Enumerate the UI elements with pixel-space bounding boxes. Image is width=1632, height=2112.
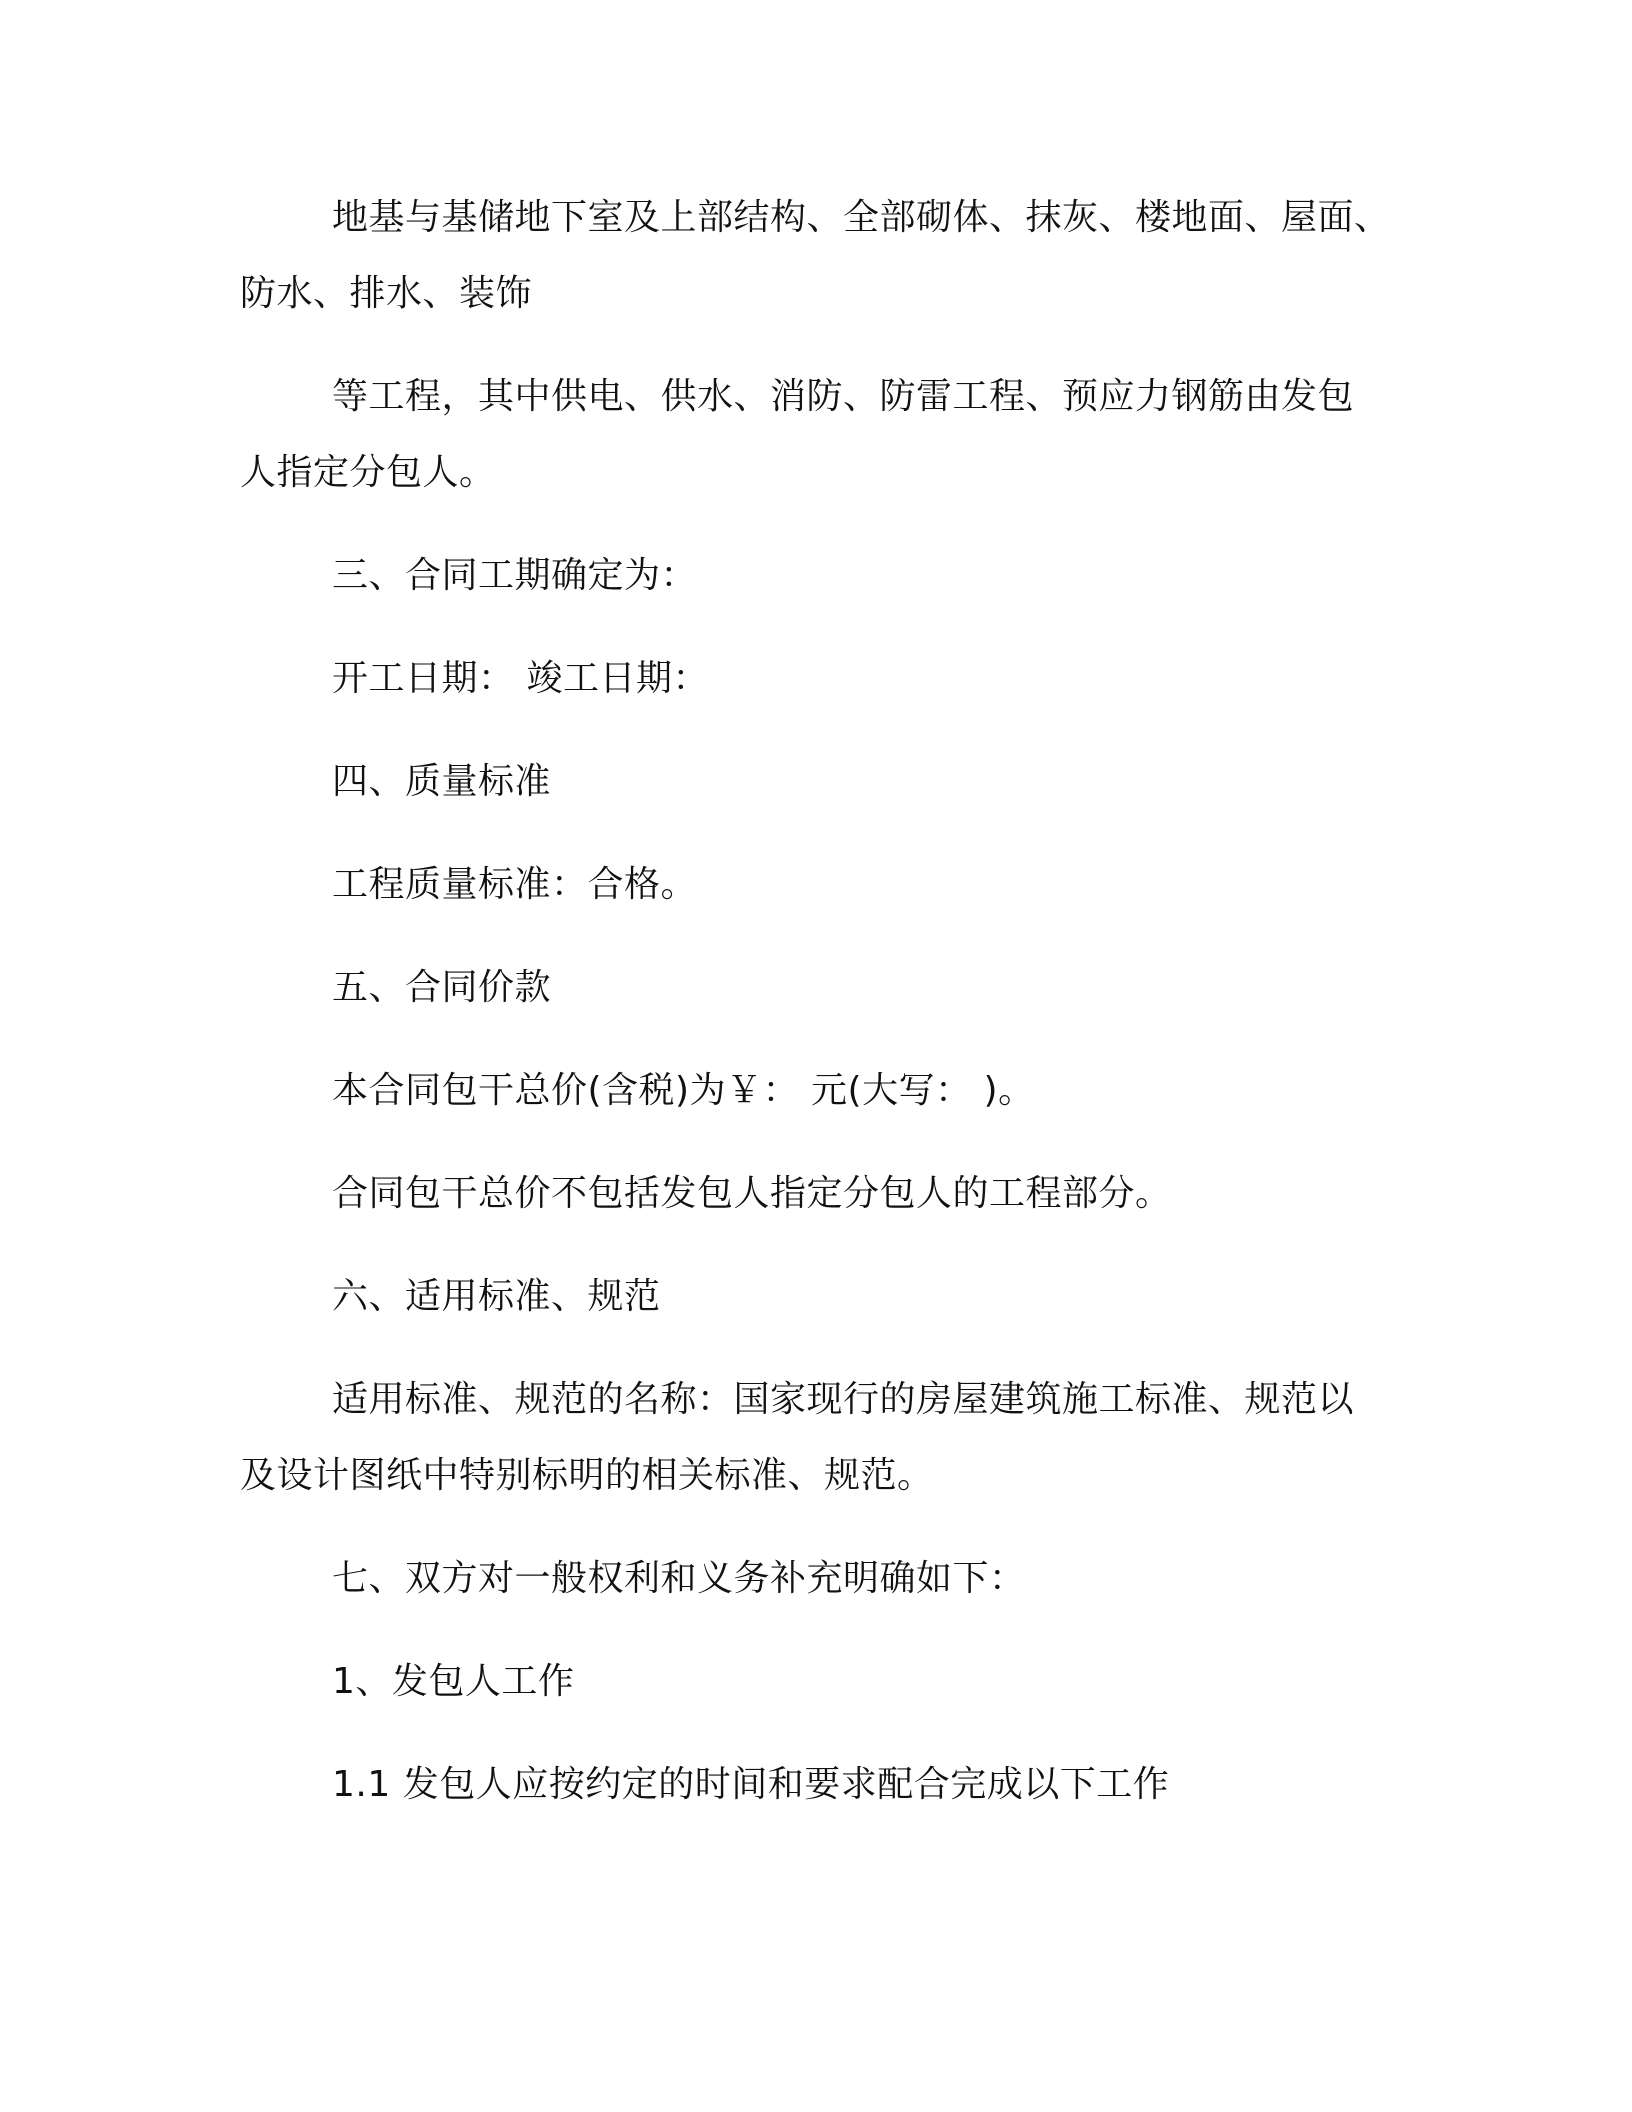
quality-standard-line: 工程质量标准：合格。	[332, 864, 698, 905]
paragraph-subcontract-line-2: 人指定分包人。	[240, 452, 496, 493]
contract-price-line: 本合同包干总价(含税)为￥： 元(大写： )。	[332, 1070, 1035, 1111]
contract-price-exclusion-line: 合同包干总价不包括发包人指定分包人的工程部分。	[332, 1173, 1172, 1214]
applicable-standards-line-2: 及设计图纸中特别标明的相关标准、规范。	[240, 1455, 934, 1496]
applicable-standards-line-1: 适用标准、规范的名称：国家现行的房屋建筑施工标准、规范以	[332, 1379, 1355, 1420]
start-end-date-line: 开工日期： 竣工日期：	[332, 658, 709, 699]
paragraph-scope-line-1: 地基与基储地下室及上部结构、全部砌体、抹灰、楼地面、屋面、	[332, 197, 1391, 238]
section-heading-quality-standard: 四、质量标准	[332, 761, 552, 802]
paragraph-scope-line-2: 防水、排水、装饰	[240, 273, 533, 314]
section-heading-rights-obligations: 七、双方对一般权利和义务补充明确如下：	[332, 1558, 1026, 1599]
clause-1-1-line: 1.1 发包人应按约定的时间和要求配合完成以下工作	[332, 1764, 1170, 1805]
section-heading-contract-period: 三、合同工期确定为：	[332, 555, 698, 596]
paragraph-subcontract-line-1: 等工程，其中供电、供水、消防、防雷工程、预应力钢筋由发包	[332, 376, 1355, 417]
section-heading-contract-price: 五、合同价款	[332, 967, 552, 1008]
subheading-employer-work: 1、发包人工作	[332, 1661, 575, 1702]
section-heading-applicable-standards: 六、适用标准、规范	[332, 1276, 661, 1317]
